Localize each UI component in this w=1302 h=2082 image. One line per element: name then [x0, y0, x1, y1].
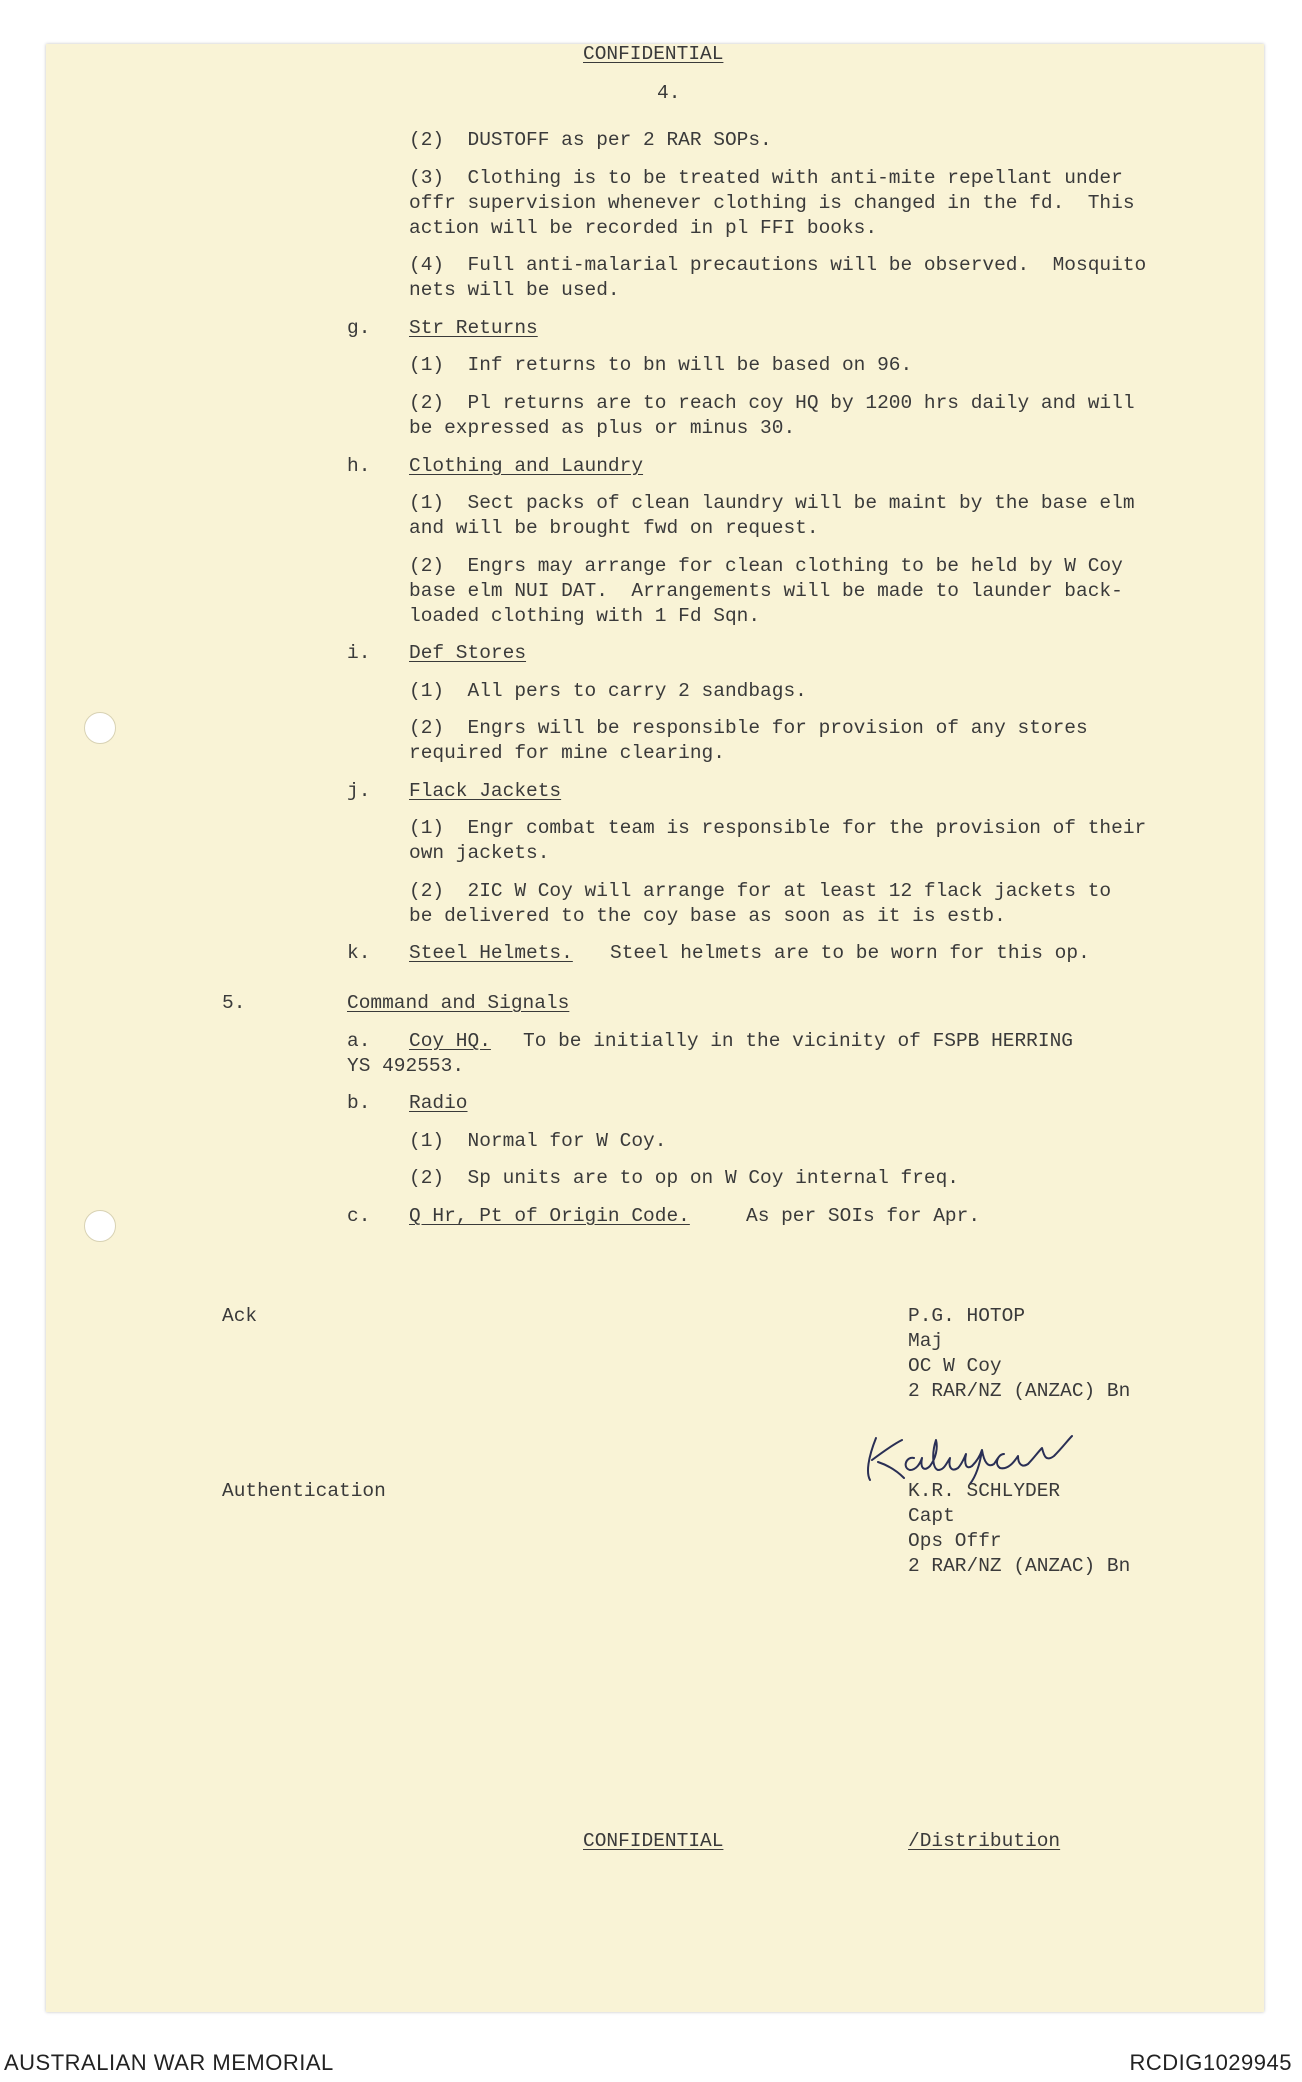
signatory-unit: 2 RAR/NZ (ANZAC) Bn	[908, 1380, 1131, 1402]
signatory-name: P.G. HOTOP	[908, 1305, 1026, 1327]
ack-label: Ack	[222, 1305, 258, 1327]
para-letter: a.	[347, 1030, 371, 1052]
text-line: be delivered to the coy base as soon as it is estb.	[409, 905, 1006, 927]
text-line: (2) Pl returns are to reach coy HQ by 1200 hrs daily and will	[409, 392, 1135, 414]
text-line: (2) Engrs may arrange for clean clothing to be held by W Coy	[409, 555, 1123, 577]
para-letter: c.	[347, 1205, 371, 1227]
text-line: (2) 2IC W Coy will arrange for at least 12 flack jackets to	[409, 880, 1112, 902]
text-line: (1) Normal for W Coy.	[409, 1130, 667, 1152]
text-line: (1) Engr combat team is responsible for the provision of their	[409, 817, 1147, 839]
text-line: nets will be used.	[409, 279, 620, 301]
text-line: As per SOIs for Apr.	[746, 1205, 981, 1227]
para-title: Clothing and Laundry	[409, 455, 644, 477]
text-line: (2) Engrs will be responsible for provision of any stores	[409, 717, 1088, 739]
text-line: (2) DUSTOFF as per 2 RAR SOPs.	[409, 129, 772, 151]
para-letter: h.	[347, 455, 371, 477]
section-title: Command and Signals	[347, 992, 570, 1014]
header-classification: CONFIDENTIAL	[583, 43, 724, 65]
signatory-appointment: Ops Offr	[908, 1530, 1002, 1552]
para-title: Str Returns	[409, 317, 538, 339]
document-page	[46, 44, 1264, 2012]
para-title: Steel Helmets.	[409, 942, 573, 964]
para-letter: i.	[347, 642, 371, 664]
text-line: action will be recorded in pl FFI books.	[409, 217, 878, 239]
text-line: Steel helmets are to be worn for this op.	[610, 942, 1090, 964]
text-line: own jackets.	[409, 842, 550, 864]
text-line: (2) Sp units are to op on W Coy internal freq.	[409, 1167, 959, 1189]
text-line: required for mine clearing.	[409, 742, 725, 764]
text-line: (3) Clothing is to be treated with anti-mite repellant under	[409, 167, 1123, 189]
punch-hole	[84, 712, 116, 744]
para-title: Coy HQ.	[409, 1030, 491, 1052]
authentication-label: Authentication	[222, 1480, 386, 1502]
para-letter: g.	[347, 317, 371, 339]
section-number: 5.	[222, 992, 246, 1014]
para-letter: b.	[347, 1092, 371, 1114]
text-line: (1) Inf returns to bn will be based on 96.	[409, 354, 913, 376]
para-title: Flack Jackets	[409, 780, 562, 802]
para-letter: k.	[347, 942, 371, 964]
signatory-rank: Maj	[908, 1330, 944, 1352]
signatory-unit: 2 RAR/NZ (ANZAC) Bn	[908, 1555, 1131, 1577]
para-title: Def Stores	[409, 642, 527, 664]
page-number: 4.	[657, 82, 681, 104]
punch-hole	[84, 1210, 116, 1242]
signatory-appointment: OC W Coy	[908, 1355, 1002, 1377]
text-line: and will be brought fwd on request.	[409, 517, 819, 539]
bottom-classification: CONFIDENTIAL	[583, 1830, 724, 1852]
text-line: be expressed as plus or minus 30.	[409, 417, 796, 439]
continuation-marker: /Distribution	[908, 1830, 1061, 1852]
signatory-rank: Capt	[908, 1505, 955, 1527]
archive-footer-right: RCDIG1029945	[1129, 2050, 1292, 2075]
text-line: offr supervision whenever clothing is changed in the fd. This	[409, 192, 1135, 214]
signatory-name: K.R. SCHLYDER	[908, 1480, 1061, 1502]
para-title: Radio	[409, 1092, 468, 1114]
text-line: (1) Sect packs of clean laundry will be maint by the base elm	[409, 492, 1135, 514]
archive-footer-left: AUSTRALIAN WAR MEMORIAL	[4, 2050, 334, 2075]
text-line: (4) Full anti-malarial precautions will be observed. Mosquito	[409, 254, 1147, 276]
text-line: To be initially in the vicinity of FSPB HERRING	[523, 1030, 1073, 1052]
para-letter: j.	[347, 780, 371, 802]
text-line: base elm NUI DAT. Arrangements will be made to launder back-	[409, 580, 1123, 602]
text-line: YS 492553.	[347, 1055, 465, 1077]
para-title: Q Hr, Pt of Origin Code.	[409, 1205, 690, 1227]
text-line: (1) All pers to carry 2 sandbags.	[409, 680, 807, 702]
text-line: loaded clothing with 1 Fd Sqn.	[409, 605, 761, 627]
